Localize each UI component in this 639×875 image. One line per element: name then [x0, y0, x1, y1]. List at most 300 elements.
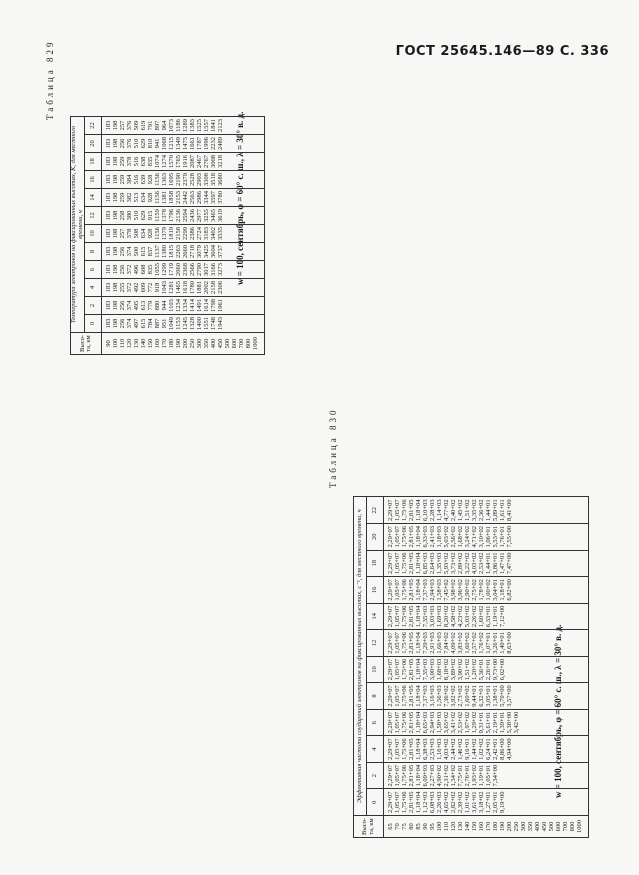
- cell-value: 1,05+07: [394, 579, 401, 601]
- time-header: 22: [85, 116, 102, 134]
- cell-value: 1,19+01: [478, 764, 485, 787]
- cell-value: 1,75+06: [401, 764, 408, 787]
- cell-value: 1137: [154, 245, 161, 258]
- cell-value: 2,76+01: [464, 764, 471, 787]
- cell-value: 3183: [203, 226, 210, 240]
- cell-value: 2,29+07: [387, 552, 394, 575]
- cell-value: 2660: [182, 244, 189, 258]
- cell-value: 1,16+03: [436, 738, 443, 760]
- cell-value: 1,40+01: [499, 632, 506, 654]
- cell-value: 376: [126, 138, 133, 149]
- table-829-subtitle: w = 100, сентябрь, φ = 60° с. ш., λ = 30° в. д.: [235, 111, 245, 285]
- value-column: [102, 260, 265, 278]
- cell-value: 5,61+01: [485, 711, 492, 734]
- time-header: 6: [367, 709, 384, 736]
- cell-value: 2232: [210, 136, 217, 150]
- cell-value: 183: [105, 264, 112, 275]
- cell-value: 1,00+02: [485, 579, 492, 601]
- time-header: 16: [85, 170, 102, 188]
- cell-value: 1,44+01: [485, 499, 492, 521]
- height-value: 300: [196, 338, 203, 349]
- cell-value: 1,75+06: [401, 525, 408, 548]
- cell-value: 791: [147, 120, 154, 131]
- cell-value: 2,29+07: [387, 632, 394, 654]
- cell-value: 1661: [189, 136, 196, 150]
- cell-value: 2379: [182, 172, 189, 186]
- value-column: [384, 683, 589, 710]
- cell-value: 1049: [168, 316, 175, 330]
- cell-value: 1299: [161, 262, 168, 276]
- cell-value: 1378: [161, 208, 168, 222]
- cell-value: 183: [105, 156, 112, 167]
- cell-value: 2563: [189, 190, 196, 204]
- cell-value: 2,81+05: [408, 738, 415, 760]
- cell-value: 1465: [175, 280, 182, 294]
- cell-value: 2,05+01: [492, 791, 499, 813]
- cell-value: 1765: [175, 154, 182, 168]
- cell-value: 928: [147, 174, 154, 185]
- cell-value: 6,02+00: [499, 658, 506, 681]
- cell-value: 2158: [175, 226, 182, 240]
- cell-value: 7,47+00: [506, 552, 513, 575]
- time-header: 22: [367, 497, 384, 524]
- cell-value: 2,89+02: [457, 552, 464, 575]
- cell-value: 198: [112, 264, 119, 275]
- height-value: 200: [182, 338, 189, 349]
- cell-value: 7,12+00: [499, 605, 506, 628]
- cell-value: 4,03+02: [471, 552, 478, 575]
- cell-value: 5,38+00: [506, 711, 513, 734]
- cell-value: 492: [133, 282, 140, 293]
- cell-value: 376: [126, 120, 133, 131]
- cell-value: 1,18+03: [436, 525, 443, 548]
- cell-value: 1156: [154, 173, 161, 186]
- cell-value: 1,05+01: [485, 764, 492, 787]
- time-header: 12: [367, 630, 384, 657]
- cell-value: 928: [147, 228, 154, 239]
- cell-value: 634: [140, 192, 147, 203]
- cell-value: 1363: [161, 172, 168, 186]
- height-value: 1000: [252, 337, 259, 350]
- cell-value: 2,81+05: [408, 525, 415, 548]
- cell-value: 1274: [161, 154, 168, 168]
- cell-value: 513: [133, 192, 140, 203]
- cell-value: 183: [105, 282, 112, 293]
- cell-value: 2436: [189, 208, 196, 222]
- cell-value: 8,18+02: [443, 658, 450, 681]
- cell-value: 1156: [154, 227, 161, 240]
- cell-value: 1748: [210, 316, 217, 330]
- cell-value: 1491: [196, 298, 203, 312]
- cell-value: 1,51+02: [464, 658, 471, 681]
- cell-value: 1,60+02: [478, 605, 485, 628]
- height-value: 110: [443, 821, 450, 832]
- cell-value: 1,44+02: [471, 738, 478, 760]
- cell-value: 3,04+01: [492, 579, 499, 601]
- cell-value: 7,84+02: [443, 632, 450, 654]
- cell-value: 2,29+07: [387, 685, 394, 707]
- cell-value: 1186: [175, 119, 182, 132]
- value-column: [102, 278, 265, 296]
- cell-value: 1379: [161, 226, 168, 240]
- cell-value: 2,40+02: [450, 499, 457, 521]
- cell-value: 2190: [175, 172, 182, 186]
- value-column: [384, 656, 589, 683]
- height-value: 140: [140, 338, 147, 349]
- cell-value: 500: [133, 246, 140, 257]
- cell-value: 3308: [203, 172, 210, 186]
- cell-value: 1,05+07: [394, 658, 401, 681]
- value-column: [384, 550, 589, 577]
- cell-value: 1,27+01: [485, 791, 492, 813]
- cell-value: 1,75+06: [401, 499, 408, 521]
- cell-value: 3,24+02: [464, 525, 471, 548]
- cell-value: 1,56+03: [436, 685, 443, 707]
- table-829-caption: Температура электронов на фиксированных высотах, К, для местного времени, ч: [71, 116, 85, 332]
- cell-value: 7,35+03: [422, 658, 429, 681]
- cell-value: 198: [112, 138, 119, 149]
- cell-value: 3166: [210, 262, 217, 276]
- time-header: 0: [85, 314, 102, 332]
- cell-value: 1,51+02: [464, 499, 471, 521]
- time-header: 18: [85, 152, 102, 170]
- height-value: 120: [450, 821, 457, 832]
- value-column: [102, 224, 265, 242]
- cell-value: 1570: [168, 154, 175, 168]
- cell-value: 2442: [182, 190, 189, 204]
- cell-value: 1,75+06: [401, 685, 408, 707]
- value-column: [102, 188, 265, 206]
- cell-value: 3,73+02: [450, 552, 457, 575]
- table-830-caption: Эффективная частота соударений электронов на фиксированных высотах, с⁻¹, для местного времени, ч: [354, 497, 367, 816]
- cell-value: 3,16+03: [429, 685, 436, 707]
- cell-value: 2986: [196, 190, 203, 204]
- cell-value: 2,56+02: [450, 525, 457, 548]
- height-column: [102, 332, 265, 354]
- cell-value: 1,06+01: [485, 525, 492, 548]
- time-header: 12: [85, 206, 102, 224]
- cell-value: 2,39+02: [457, 791, 464, 813]
- cell-value: 198: [112, 120, 119, 131]
- cell-value: 2467: [196, 154, 203, 168]
- cell-value: 1618: [182, 280, 189, 294]
- cell-value: 1,78+02: [478, 579, 485, 601]
- value-column: [384, 523, 589, 550]
- cell-value: 516: [133, 156, 140, 167]
- cell-value: 7,37+03: [422, 579, 429, 601]
- height-value: 160: [478, 821, 485, 832]
- cell-value: 7,35+03: [422, 605, 429, 628]
- cell-value: 198: [112, 300, 119, 311]
- height-value: 400: [210, 338, 217, 349]
- cell-value: 256: [119, 300, 126, 311]
- cell-value: 2,42+01: [492, 738, 499, 760]
- cell-value: 1073: [168, 118, 175, 132]
- cell-value: 1383: [189, 118, 196, 132]
- cell-value: 5,53+01: [492, 525, 499, 548]
- cell-value: 9,16+01: [464, 738, 471, 760]
- cell-value: 259: [119, 192, 126, 203]
- cell-value: 372: [126, 282, 133, 293]
- cell-value: 2528: [189, 172, 196, 186]
- cell-value: 1234: [175, 298, 182, 312]
- cell-value: 3,18+02: [478, 791, 485, 813]
- cell-value: 4,71+02: [471, 525, 478, 548]
- cell-value: 1525: [196, 118, 203, 132]
- cell-value: 256: [119, 318, 126, 329]
- height-value: 85: [415, 823, 422, 830]
- cell-value: 1,75+06: [401, 552, 408, 575]
- cell-value: 1055: [154, 262, 161, 276]
- cell-value: 639: [140, 174, 147, 185]
- cell-value: 1103: [168, 299, 175, 312]
- cell-value: 3218: [217, 154, 224, 168]
- cell-value: 2,26+03: [436, 791, 443, 813]
- cell-value: 183: [105, 210, 112, 221]
- cell-value: 3619: [217, 208, 224, 222]
- height-value: 190: [499, 821, 506, 832]
- cell-value: 198: [112, 228, 119, 239]
- height-header: Высо-та, км: [354, 815, 384, 837]
- cell-value: 2123: [217, 118, 224, 132]
- height-value: 180: [492, 821, 499, 832]
- cell-value: 1,39+01: [499, 711, 506, 734]
- cell-value: 1159: [154, 209, 161, 222]
- cell-value: 3425: [203, 244, 210, 258]
- cell-value: 2299: [182, 226, 189, 240]
- cell-value: 374: [126, 300, 133, 311]
- value-column: [102, 296, 265, 314]
- cell-value: 4,94+00: [506, 738, 513, 760]
- height-value: 170: [485, 821, 492, 832]
- cell-value: 2,90+02: [464, 579, 471, 601]
- cell-value: 2,82+02: [450, 791, 457, 813]
- height-value: 100: [436, 821, 443, 832]
- cell-value: 1,76+02: [478, 632, 485, 654]
- cell-value: 4,09+02: [450, 632, 457, 654]
- cell-value: 183: [105, 174, 112, 185]
- cell-value: 1796: [168, 208, 175, 222]
- cell-value: 2,29+07: [387, 711, 394, 734]
- height-value: 75: [401, 823, 408, 830]
- cell-value: 1614: [203, 298, 210, 312]
- height-value: 250: [513, 821, 520, 832]
- cell-value: 887: [154, 318, 161, 329]
- cell-value: 1,05+07: [394, 711, 401, 734]
- cell-value: 2903: [196, 172, 203, 186]
- cell-value: 198: [112, 318, 119, 329]
- cell-value: 7,55+00: [506, 525, 513, 548]
- cell-value: 1,61+01: [499, 499, 506, 521]
- cell-value: 1,05+07: [394, 632, 401, 654]
- cell-value: 183: [105, 318, 112, 329]
- cell-value: 1074: [154, 154, 161, 168]
- cell-value: 2,29+07: [387, 525, 394, 548]
- cell-value: 608: [140, 264, 147, 275]
- cell-value: 1215: [168, 136, 175, 150]
- cell-value: 2136: [175, 208, 182, 222]
- cell-value: 1,05+07: [394, 791, 401, 813]
- cell-value: 1,01+02: [464, 791, 471, 813]
- cell-value: 1695: [168, 172, 175, 186]
- cell-value: 259: [119, 156, 126, 167]
- cell-value: 4,23+02: [457, 605, 464, 628]
- height-value: 130: [133, 338, 140, 349]
- cell-value: 259: [119, 174, 126, 185]
- time-header: 14: [367, 603, 384, 630]
- time-header: 18: [367, 550, 384, 577]
- cell-value: 509: [133, 120, 140, 131]
- cell-value: 198: [112, 210, 119, 221]
- cell-value: 1,58+03: [436, 711, 443, 734]
- cell-value: 1916: [182, 154, 189, 168]
- height-value: 400: [534, 821, 541, 832]
- cell-value: 8,20+02: [443, 605, 450, 628]
- cell-value: 2060: [175, 262, 182, 276]
- cell-value: 3,35+02: [471, 499, 478, 521]
- height-value: 250: [189, 338, 196, 349]
- cell-value: 1,07+01: [485, 632, 492, 654]
- height-column: [384, 815, 589, 837]
- time-header: 4: [85, 278, 102, 296]
- cell-value: 2566: [189, 262, 196, 276]
- height-value: 600: [231, 338, 238, 349]
- cell-value: 5,89+01: [492, 499, 499, 521]
- cell-value: 1787: [196, 136, 203, 150]
- cell-value: 1798: [210, 298, 217, 312]
- value-column: [102, 152, 265, 170]
- cell-value: 3,42+00: [513, 711, 520, 734]
- cell-value: 6,09+03: [422, 764, 429, 787]
- cell-value: 255: [119, 282, 126, 293]
- cell-value: 9,73+00: [492, 658, 499, 681]
- cell-value: 1,18+04: [415, 685, 422, 707]
- cell-value: 3,26+01: [492, 632, 499, 654]
- cell-value: 3597: [210, 190, 217, 204]
- cell-value: 2,29+07: [387, 791, 394, 813]
- cell-value: 7,37+03: [422, 685, 429, 707]
- cell-value: 4,90+02: [436, 764, 443, 787]
- cell-value: 3535: [217, 226, 224, 240]
- cell-value: 183: [105, 192, 112, 203]
- cell-value: 1,18+04: [415, 552, 422, 575]
- cell-value: 4,03+02: [443, 738, 450, 760]
- cell-value: 2,81+05: [408, 658, 415, 681]
- cell-value: 1996: [203, 136, 210, 150]
- cell-value: 3,65+02: [443, 711, 450, 734]
- height-value: 700: [238, 338, 245, 349]
- time-header: 20: [85, 134, 102, 152]
- cell-value: 2,28+03: [429, 499, 436, 521]
- time-header: 20: [367, 523, 384, 550]
- cell-value: 198: [112, 192, 119, 203]
- cell-value: 256: [119, 246, 126, 257]
- cell-value: 3,03+03: [429, 605, 436, 628]
- cell-value: 258: [119, 210, 126, 221]
- cell-value: 1,60+02: [464, 632, 471, 654]
- height-value: 110: [119, 338, 126, 349]
- cell-value: 6,82+00: [506, 579, 513, 601]
- cell-value: 3,96+02: [457, 579, 464, 601]
- cell-value: 1,34+02: [450, 764, 457, 787]
- time-header: 6: [85, 260, 102, 278]
- cell-value: 3,86+01: [492, 552, 499, 575]
- cell-value: 2,81+05: [408, 711, 415, 734]
- height-value: 140: [464, 821, 471, 832]
- cell-value: 5,03+02: [464, 605, 471, 628]
- cell-value: 7,29+03: [422, 632, 429, 654]
- cell-value: 613: [140, 300, 147, 311]
- cell-value: 2158: [210, 280, 217, 294]
- cell-value: 3,41+02: [450, 711, 457, 734]
- cell-value: 2,19+01: [492, 711, 499, 734]
- cell-value: 6,24+01: [485, 738, 492, 760]
- cell-value: 198: [112, 282, 119, 293]
- height-value: 800: [569, 821, 576, 832]
- cell-value: 3,92+02: [450, 685, 457, 707]
- cell-value: 2594: [182, 208, 189, 222]
- cell-value: 2790: [196, 262, 203, 276]
- cell-value: 6,08+03: [429, 791, 436, 813]
- cell-value: 3008: [210, 154, 217, 168]
- cell-value: 256: [119, 138, 126, 149]
- cell-value: 1,29+02: [471, 711, 478, 734]
- cell-value: 1,05+07: [394, 525, 401, 548]
- cell-value: 3,98+02: [450, 579, 457, 601]
- value-column: [384, 709, 589, 736]
- cell-value: 2,29+07: [387, 764, 394, 787]
- height-value: 190: [175, 338, 182, 349]
- cell-value: 2,81+05: [408, 605, 415, 628]
- cell-value: 3,22+02: [464, 552, 471, 575]
- cell-value: 2,29+07: [387, 658, 394, 681]
- cell-value: 810: [147, 138, 154, 149]
- height-value: 160: [154, 338, 161, 349]
- cell-value: 2,27+03: [429, 764, 436, 787]
- height-value: 65: [387, 823, 394, 830]
- height-value: 95: [429, 823, 436, 830]
- cell-value: 183: [105, 246, 112, 257]
- time-header: 8: [367, 683, 384, 710]
- cell-value: 9,19+00: [499, 791, 506, 813]
- cell-value: 3737: [217, 244, 224, 258]
- cell-value: 2,91+03: [429, 632, 436, 654]
- cell-value: 941: [154, 138, 161, 149]
- cell-value: 7,34+00: [492, 764, 499, 787]
- cell-value: 2306: [217, 280, 224, 294]
- cell-value: 6,10+03: [422, 499, 429, 521]
- cell-value: 1,05+07: [394, 552, 401, 575]
- cell-value: 629: [140, 138, 147, 149]
- cell-value: 3255: [203, 208, 210, 222]
- height-value: 90: [105, 340, 112, 347]
- cell-value: 5,03+02: [443, 525, 450, 548]
- cell-value: 1,18+04: [415, 764, 422, 787]
- value-column: [102, 206, 265, 224]
- cell-value: 384: [126, 174, 133, 185]
- height-value: 450: [217, 338, 224, 349]
- cell-value: 1,05+07: [394, 685, 401, 707]
- cell-value: 183: [105, 300, 112, 311]
- cell-value: 1381: [161, 190, 168, 204]
- table-829-label: Таблица 829: [45, 39, 55, 120]
- cell-value: 3,89+02: [450, 658, 457, 681]
- cell-value: 835: [147, 264, 154, 275]
- table-830-grid: [353, 496, 589, 838]
- cell-value: 508: [133, 228, 140, 239]
- cell-value: 380: [126, 210, 133, 221]
- value-column: [384, 603, 589, 630]
